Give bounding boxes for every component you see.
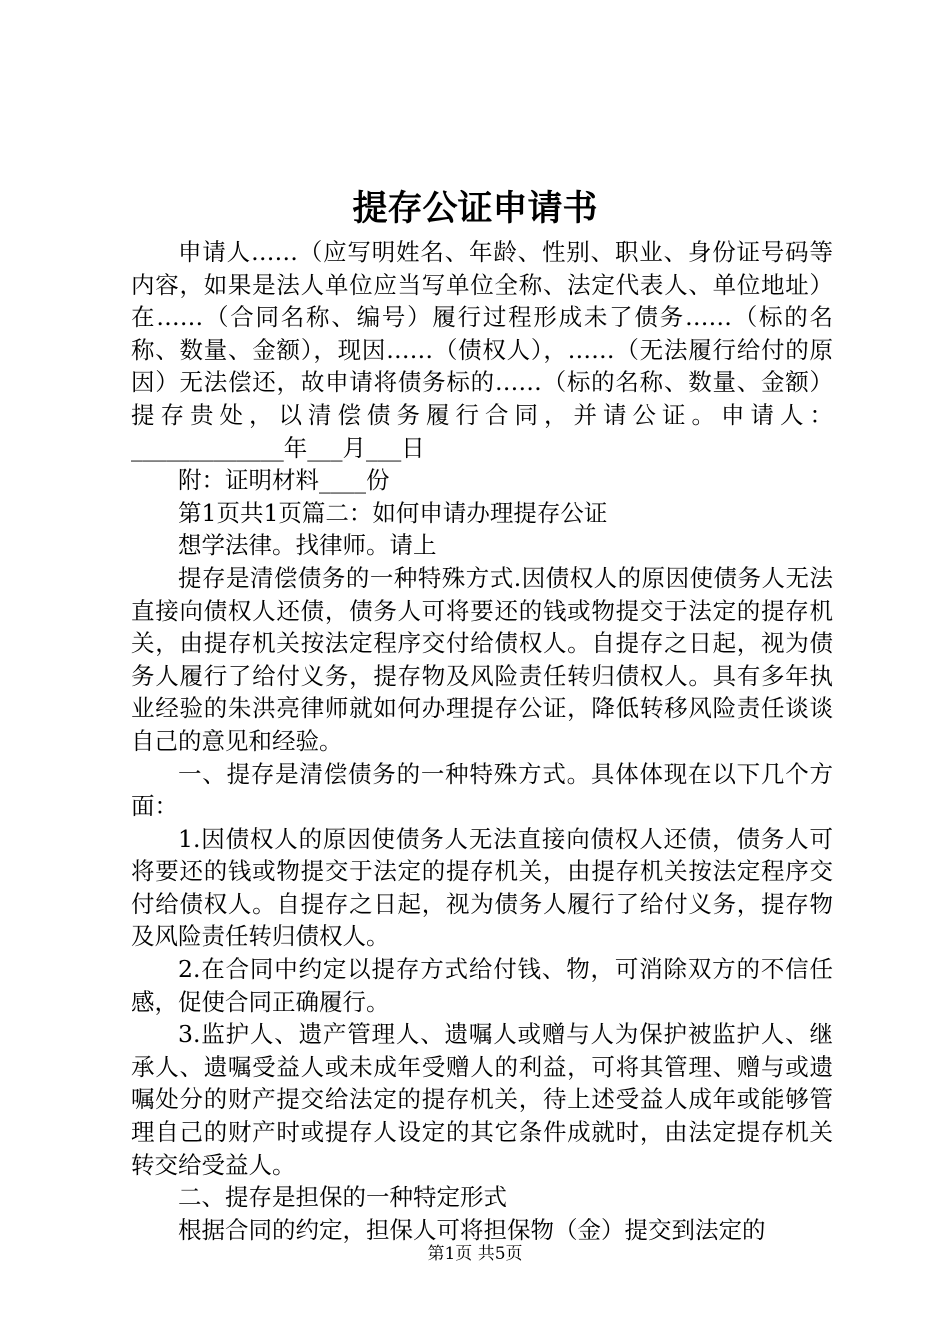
paragraph-item-2: 2.在合同中约定以提存方式给付钱、物，可消除双方的不信任感，促使合同正确履行。 — [131, 955, 833, 1016]
paragraph-attachment: 附：证明材料____份 — [178, 466, 390, 495]
paragraph-item-1: 1.因债权人的原因使债务人无法直接向债权人还债，债务人可将要还的钱或物提交于法定的提存机关，由提存机关按法定程序交付给债权人。自提存之日起，视为债务人履行了给付义务，提存物及风险责任转归债权人。 — [131, 824, 833, 951]
paragraph-page-note: 第1页共1页篇二：如何申请办理提存公证 — [178, 498, 608, 527]
document-body — [131, 236, 833, 1246]
page-footer: 第1页 共5页 — [427, 1244, 523, 1264]
paragraph-section-two-heading: 二、提存是担保的一种特定形式 — [178, 1183, 507, 1212]
paragraph-section-two-body: 根据合同的约定，担保人可将担保物（金）提交到法定的 — [178, 1215, 766, 1244]
paragraph-lawyer-note: 想学法律。找律师。请上 — [178, 531, 437, 560]
paragraph-application: 申请人……（应写明姓名、年龄、性别、职业、身份证号码等内容，如果是法人单位应当写单位全称、法定代表人、单位地址）在……（合同名称、编号）履行过程形成未了债务……（标的名称、数量、金额），现因……（债权人），……（无法履行给付的原因）无法偿还，故申请将债务标的……（标的名称、数量、金额）提存贵处，以清偿债务履行合同，并请公证。申请人：_____________年___月___日 — [131, 238, 833, 462]
paragraph-section-one-heading: 一、提存是清偿债务的一种特殊方式。具体体现在以下几个方面： — [131, 759, 833, 821]
paragraph-intro: 提存是清偿债务的一种特殊方式.因债权人的原因使债务人无法直接向债权人还债，债务人可将要还的钱或物提交于法定的提存机关，由提存机关按法定程序交付给债权人。自提存之日起，视为债务人履行了给付义务，提存物及风险责任转归债权人。具有多年执业经验的朱洪亮律师就如何办理提存公证，降低转移风险责任谈谈自己的意见和经验。 — [131, 563, 833, 755]
paragraph-item-3: 3.监护人、遗产管理人、遗嘱人或赠与人为保护被监护人、继承人、遗嘱受益人或未成年受赠人的利益，可将其管理、赠与或遗嘱处分的财产提交给法定的提存机关，待上述受益人成年或能够管理自己的财产时或提存人设定的其它条件成就时，由法定提存机关转交给受益人。 — [131, 1020, 833, 1179]
document-title: 提存公证申请书 — [352, 188, 598, 229]
